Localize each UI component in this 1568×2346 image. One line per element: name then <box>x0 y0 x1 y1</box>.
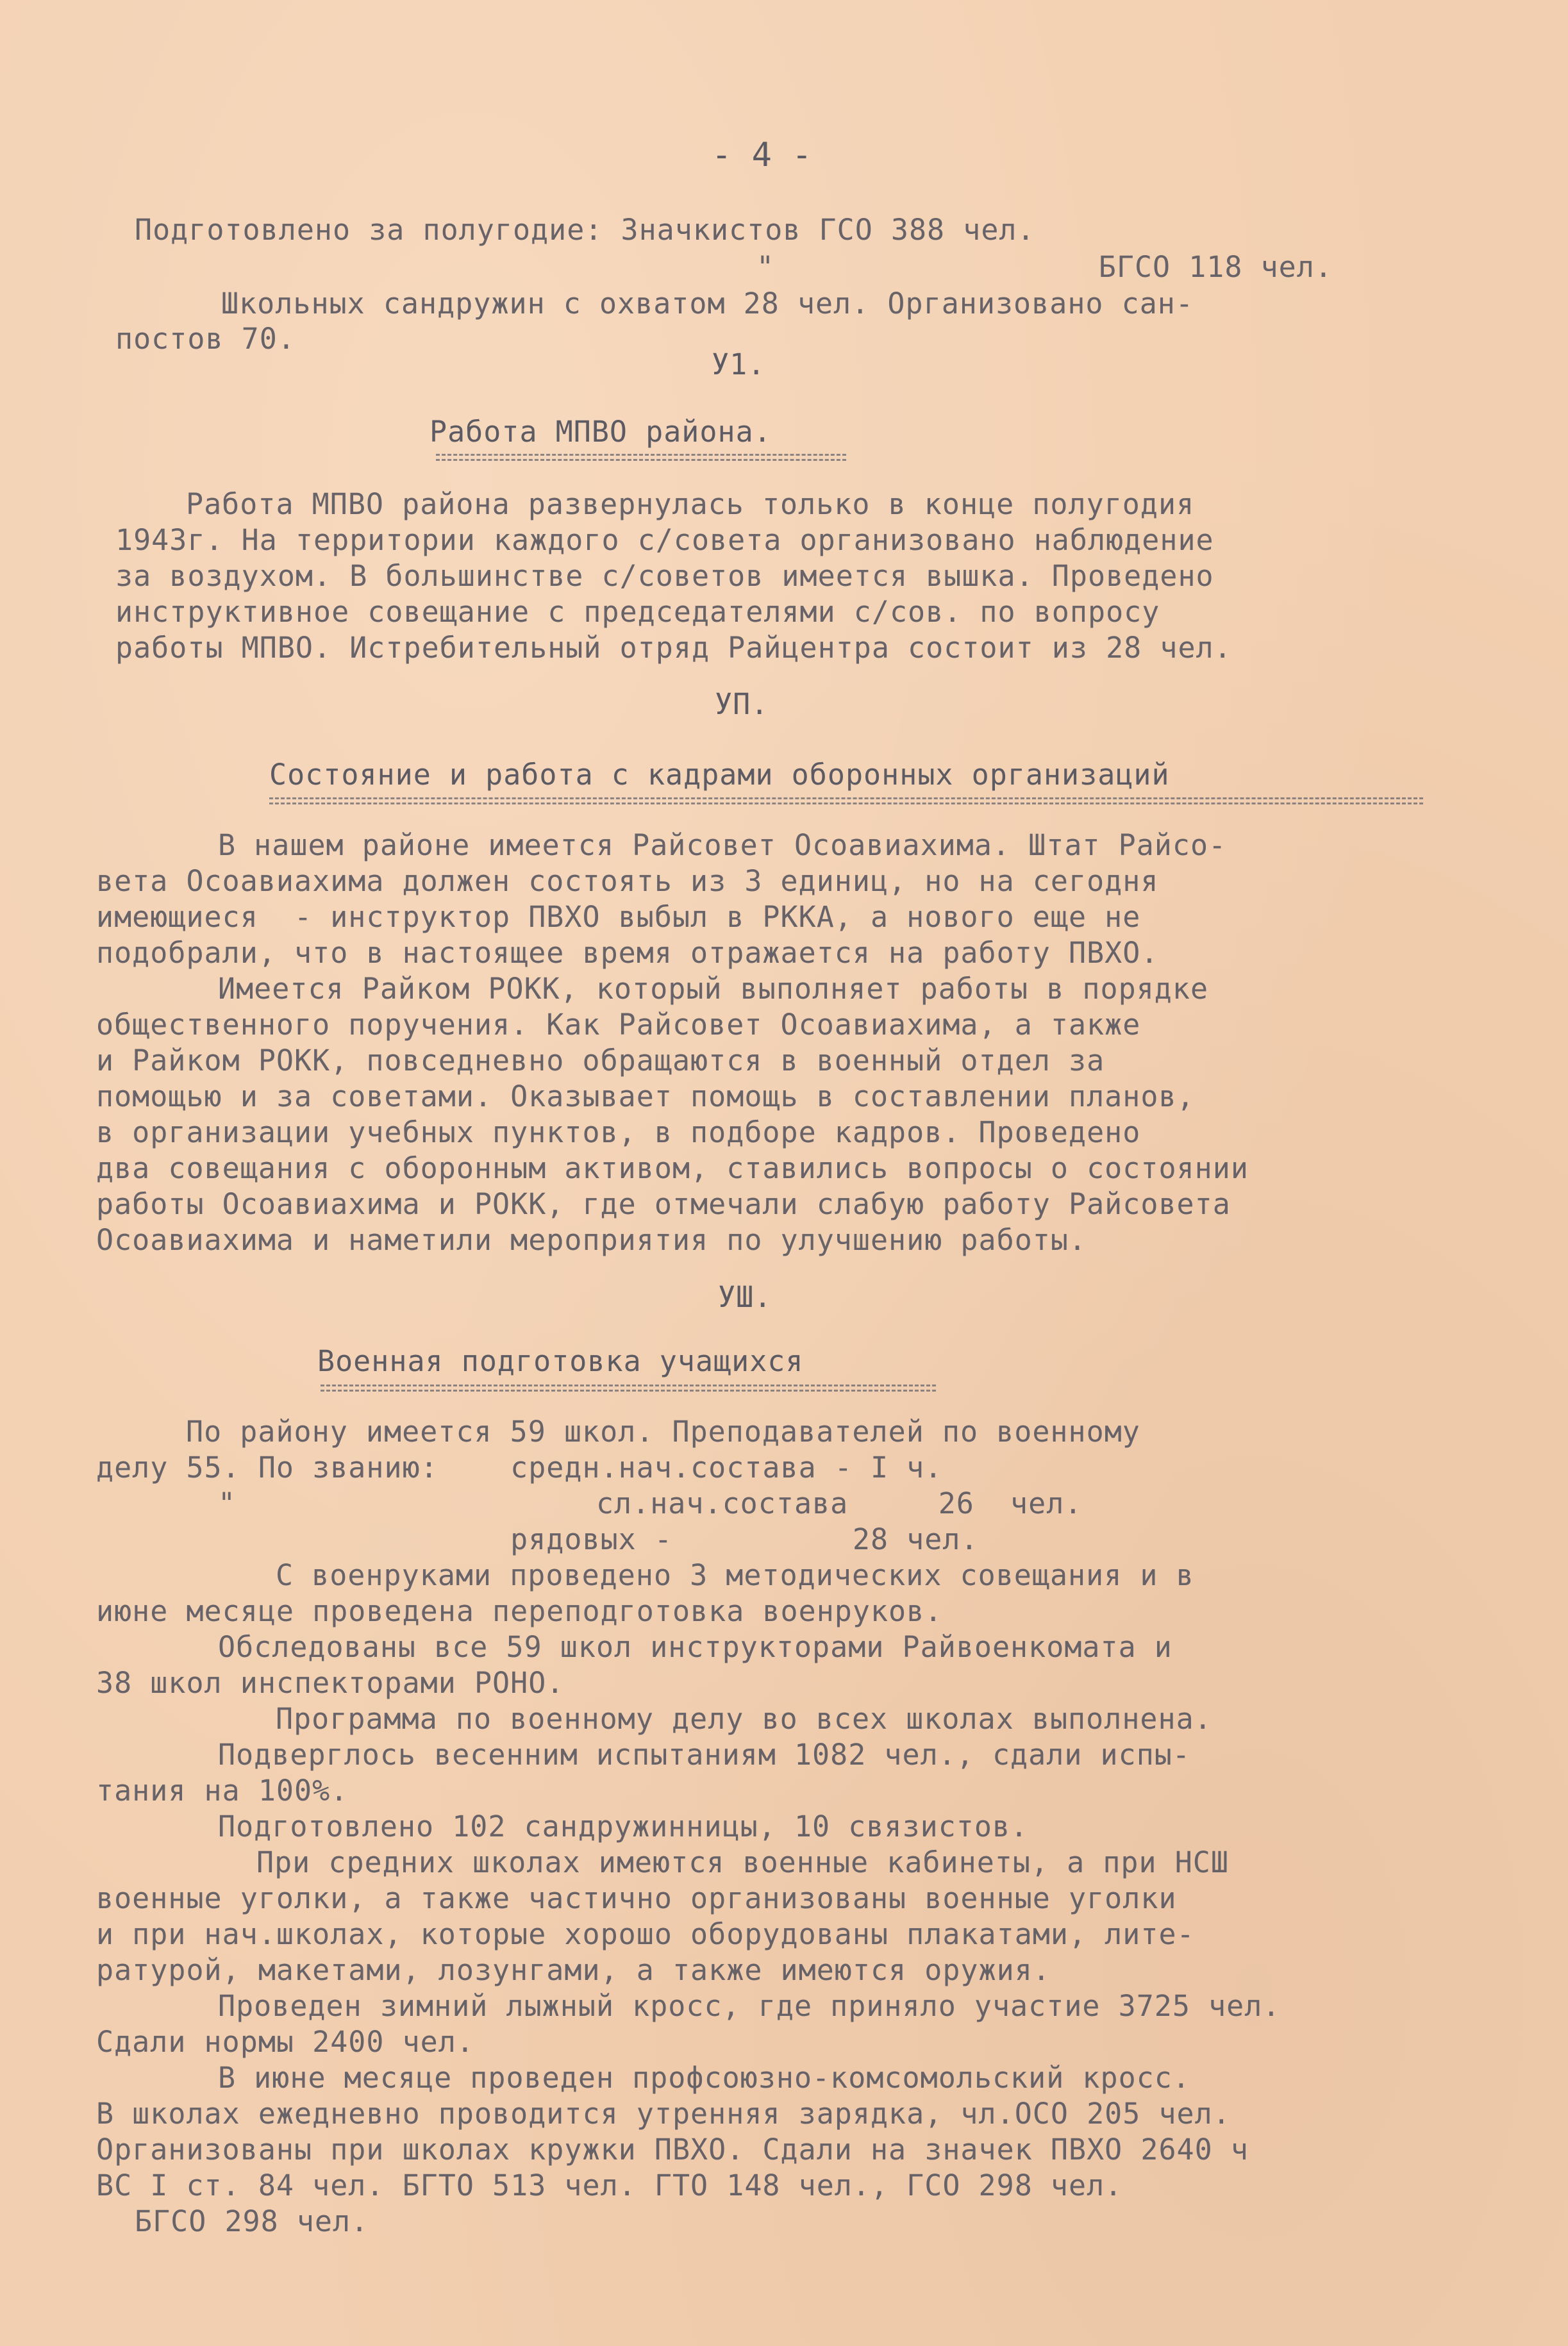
section8-line-2: делу 55. По званию: средн.нач.состава - I ч. <box>96 1451 943 1485</box>
section6-line-3: за воздухом. В большинстве с/советов имеется вышка. Проведено <box>115 559 1214 593</box>
section7-line-11: работы Осоавиахима и РОКК, где отмечали слабую работу Райсовета <box>96 1187 1231 1221</box>
section6-numeral: У1. <box>712 347 766 381</box>
section8-line-18: Сдали нормы 2400 чел. <box>96 2025 474 2059</box>
section8-title-underline <box>321 1385 936 1386</box>
section6-title-underline-2 <box>436 459 846 461</box>
section8-line-21: Организованы при школах кружки ПВХО. Сдали на значек ПВХО 2640 ч <box>96 2133 1249 2167</box>
section7-title: Состояние и работа с кадрами оборонных организаций <box>269 758 1170 792</box>
section8-line-10: Подверглось весенним испытаниям 1082 чел., сдали испы- <box>218 1738 1190 1772</box>
section7-title-underline <box>269 797 1423 799</box>
section7-line-5: Имеется Райком РОКК, который выполняет работы в порядке <box>218 972 1209 1006</box>
section8-line-17: Проведен зимний лыжный кросс, где приняло участие 3725 чел. <box>218 1989 1281 2023</box>
intro-line-3: Школьных сандружин с охватом 28 чел. Организовано сан- <box>221 287 1194 320</box>
page-number: - 4 - <box>712 136 812 174</box>
section8-line-7: Обследованы все 59 школ инструкторами Райвоенкомата и <box>218 1630 1172 1664</box>
section6-line-1: Работа МПВО района развернулась только в конце полугодия <box>186 487 1195 521</box>
section8-line-23: БГСО 298 чел. <box>135 2204 369 2238</box>
section7-line-10: два совещания с оборонным активом, ставились вопросы о состоянии <box>96 1151 1249 1185</box>
section6-title: Работа МПВО района. <box>430 415 772 449</box>
section7-line-4: подобрали, что в настоящее время отражается на работу ПВХО. <box>96 936 1159 970</box>
section8-line-19: В июне месяце проведен профсоюзно-комсомольский кросс. <box>218 2061 1190 2095</box>
section8-line-13: При средних школах имеются военные кабинеты, а при НСШ <box>256 1845 1229 1879</box>
section8-line-8: 38 школ инспекторами РОНО. <box>96 1666 565 1700</box>
section7-title-underline-2 <box>269 803 1423 804</box>
section7-line-7: и Райком РОКК, повседневно обращаются в военный отдел за <box>96 1044 1105 1077</box>
section7-line-9: в организации учебных пунктов, в подборе кадров. Проведено <box>96 1115 1141 1149</box>
section8-line-22: ВС I ст. 84 чел. БГТО 513 чел. ГТО 148 чел., ГСО 298 чел. <box>96 2168 1123 2202</box>
section8-line-16: ратурой, макетами, лозунгами, а также имеются оружия. <box>96 1953 1051 1987</box>
section8-line-12: Подготовлено 102 сандружинницы, 10 связистов. <box>218 1809 1029 1843</box>
section8-line-20: В школах ежедневно проводится утренняя зарядка, чл.ОСО 205 чел. <box>96 2097 1231 2131</box>
section8-title: Военная подготовка учащихся <box>317 1344 804 1378</box>
section8-line-15: и при нач.школах, которые хорошо оборудованы плакатами, лите- <box>96 1917 1195 1951</box>
section7-line-3: имеющиеся - инструктор ПВХО выбыл в РККА, а нового еще не <box>96 900 1141 934</box>
section8-line-4: рядовых - 28 чел. <box>96 1522 979 1556</box>
section8-line-11: тания на 100%. <box>96 1774 349 1808</box>
section8-line-14: военные уголки, а также частично организованы военные уголки <box>96 1881 1177 1915</box>
section6-title-underline <box>436 454 846 456</box>
section8-line-3: " сл.нач.состава 26 чел. <box>218 1486 1083 1520</box>
section6-line-2: 1943г. На территории каждого с/совета организовано наблюдение <box>115 523 1214 557</box>
section7-line-2: вета Осоавиахима должен состоять из 3 единиц, но на сегодня <box>96 864 1159 898</box>
section8-line-9: Программа по военному делу во всех школах выполнена. <box>276 1702 1212 1736</box>
section7-numeral: УП. <box>715 687 769 721</box>
section8-line-6: июне месяце проведена переподготовка военруков. <box>96 1594 943 1628</box>
section7-line-1: В нашем районе имеется Райсовет Осоавиахима. Штат Райсо- <box>218 828 1227 862</box>
section8-line-5: С военруками проведено 3 методических совещания и в <box>276 1558 1194 1592</box>
section7-line-12: Осоавиахима и наметили мероприятия по улучшению работы. <box>96 1223 1087 1257</box>
section8-title-underline-2 <box>321 1390 936 1392</box>
section8-numeral: УШ. <box>718 1280 772 1314</box>
section8-line-1: По району имеется 59 школ. Преподавателей по военному <box>186 1415 1140 1449</box>
section6-line-4: инструктивное совещание с председателями с/сов. по вопросу <box>115 595 1160 629</box>
section7-line-8: помощью и за советами. Оказывает помощь в составлении планов, <box>96 1079 1195 1113</box>
section6-line-5: работы МПВО. Истребительный отряд Райцентра состоит из 28 чел. <box>115 631 1232 665</box>
section7-line-6: общественного поручения. Как Райсовет Осоавиахима, а также <box>96 1008 1141 1042</box>
intro-line-4: постов 70. <box>115 322 296 356</box>
intro-line-2: " БГСО 118 чел. <box>756 250 1333 284</box>
intro-line-1: Подготовлено за полугодие: Значкистов ГСО 388 чел. <box>135 213 1035 247</box>
